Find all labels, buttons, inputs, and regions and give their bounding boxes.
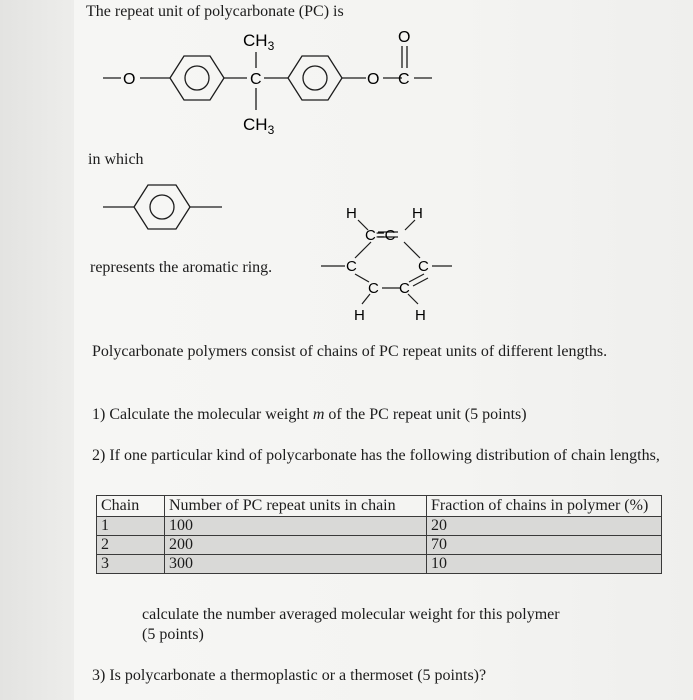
cell-units: 200 xyxy=(165,536,427,555)
calc-points: (5 points) xyxy=(142,626,204,643)
header-fraction: Fraction of chains in polymer (%) xyxy=(427,496,662,517)
question-1 xyxy=(92,405,527,425)
table-row xyxy=(97,517,662,536)
carbonyl-oxygen: O xyxy=(398,29,411,46)
question-1-pre: 1) Calculate the molecular weight xyxy=(92,406,313,423)
table-row xyxy=(97,555,662,574)
cell-chain: 1 xyxy=(97,517,165,536)
ring-left-carbon: C xyxy=(346,258,357,275)
question-1-variable: m xyxy=(312,406,325,423)
hydrogen-top-right: H xyxy=(412,205,423,222)
table-row xyxy=(97,536,662,555)
methyl-top: $CH_3$ xyxy=(243,31,275,53)
cell-units: 300 xyxy=(165,555,427,574)
ring-bottom-right-carbon: C xyxy=(399,280,410,297)
hydrogen-bottom-right: H xyxy=(415,307,426,324)
represents-text: represents the aromatic ring. xyxy=(90,259,273,276)
carbonyl-carbon: C xyxy=(398,71,410,88)
heading-text: The repeat unit of polycarbonate (PC) is xyxy=(86,3,344,20)
ring-top-carbons: C=C xyxy=(365,227,396,244)
calc-instruction: calculate the number averaged molecular weight for this polymer xyxy=(142,606,560,623)
methyl-bottom: $CH_3$ xyxy=(243,115,275,137)
table-header-row xyxy=(97,496,662,517)
question-2: 2) If one particular kind of polycarbonate has the following distribution of chain lengths, xyxy=(92,447,660,464)
hydrogen-bottom-left: H xyxy=(354,307,365,324)
question-1-post: of the PC repeat unit (5 points) xyxy=(324,406,527,423)
cell-units: 100 xyxy=(165,517,427,536)
ring-bottom-left-carbon: C xyxy=(368,280,379,297)
question-3: 3) Is polycarbonate a thermoplastic or a thermoset (5 points)? xyxy=(92,667,487,684)
header-repeat-units: Number of PC repeat units in chain xyxy=(165,496,427,517)
chain-distribution-table xyxy=(96,495,662,574)
cell-fraction: 10 xyxy=(427,555,662,574)
hydrogen-top-left: H xyxy=(346,205,357,222)
cell-fraction: 20 xyxy=(427,517,662,536)
intro-paragraph: Polycarbonate polymers consist of chains of PC repeat units of different lengths. xyxy=(92,343,608,360)
ring-right-carbon: C xyxy=(418,258,429,275)
cell-fraction: 70 xyxy=(427,536,662,555)
in-which-text: in which xyxy=(88,151,144,168)
aromatic-ring-symbol xyxy=(103,185,222,229)
central-carbon: C xyxy=(250,71,262,88)
ether-oxygen-left: O xyxy=(123,71,136,88)
cell-chain: 2 xyxy=(97,536,165,555)
ether-oxygen-right: O xyxy=(367,71,380,88)
header-chain: Chain xyxy=(97,496,165,517)
cell-chain: 3 xyxy=(97,555,165,574)
